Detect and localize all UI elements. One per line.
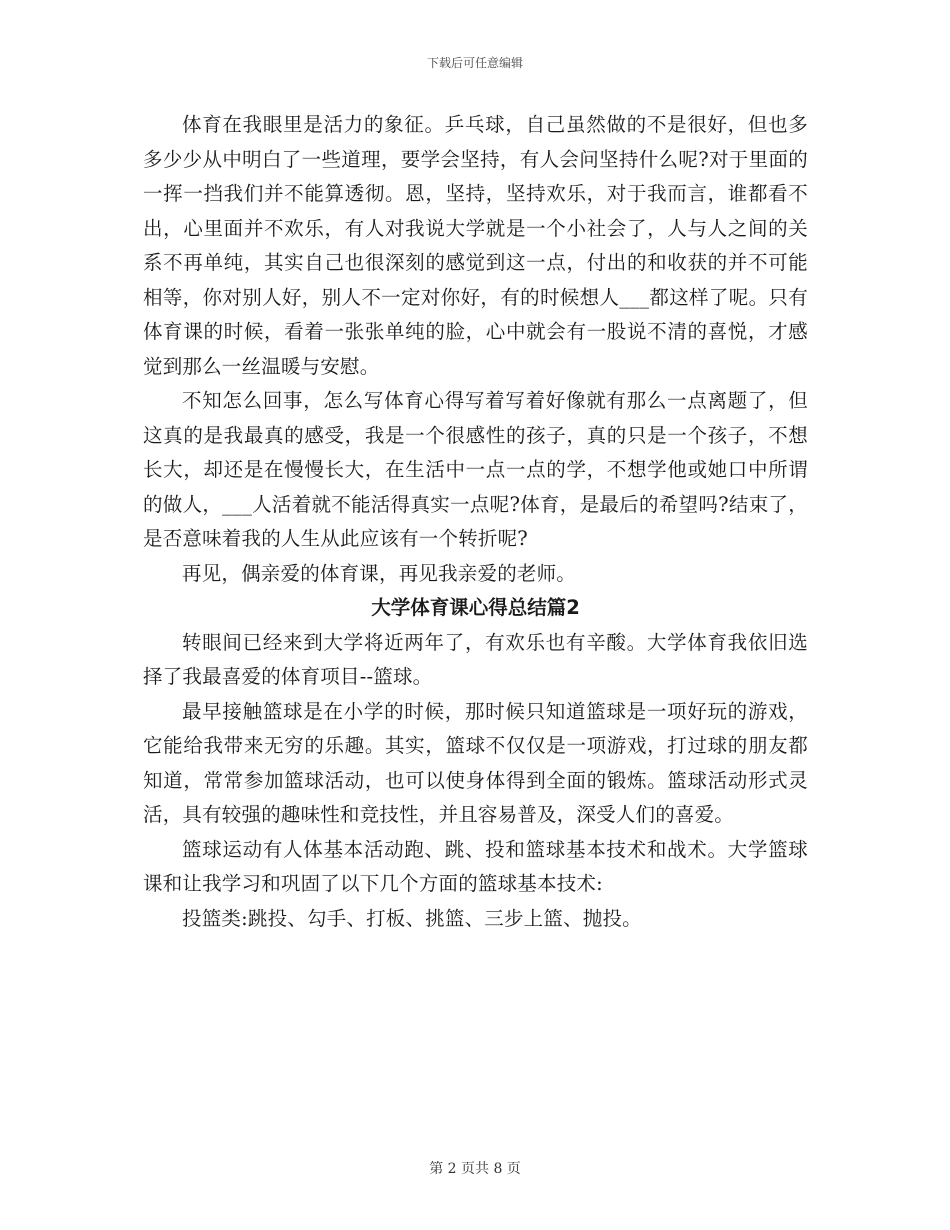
paragraph: 篮球运动有人体基本活动跑、跳、投和篮球基本技术和战术。大学篮球课和让我学习和巩固了以下几个方面的篮球基本技术: <box>143 837 808 895</box>
paragraph: 体育在我眼里是活力的象征。乒乓球，自己虽然做的不是很好，但也多多少少从中明白了一些道理，要学会坚持，有人会问坚持什么呢?对于里面的一挥一挡我们并不能算透彻。恩，坚持，坚持欢乐，对于我而言，谁都看不出，心里面并不欢乐，有人对我说大学就是一个小社会了，人与人之间的关系不再单纯，其实自己也很深刻的感觉到这一点，付出的和收获的并不可能相等，你对别人好，别人不一定对你好，有的时候想人___都这样了呢。只有体育课的时候，看着一张张单纯的脸，心中就会有一股说不清的喜悦，才感觉到那么一丝温暖与安慰。 <box>143 113 808 378</box>
paragraph: 不知怎么回事，怎么写体育心得写着写着好像就有那么一点离题了，但这真的是我最真的感受，我是一个很感性的孩子，真的只是一个孩子，不想长大，却还是在慢慢长大，在生活中一点一点的学，不想学他或她口中所谓的做人，___人活着就不能活得真实一点呢?体育，是最后的希望吗?结束了，是否意味着我的人生从此应该有一个转折呢? <box>143 389 808 550</box>
section-title: 大学体育课心得总结篇2 <box>371 596 580 619</box>
document-body <box>143 108 808 936</box>
page-header: 下载后可任意编辑 <box>426 56 523 70</box>
paragraph: 转眼间已经来到大学将近两年了，有欢乐也有辛酸。大学体育我依旧选择了我最喜爱的体育项目--篮球。 <box>143 630 808 688</box>
paragraph: 再见，偶亲爱的体育课，再见我亲爱的老师。 <box>182 561 577 585</box>
page-footer: 第 2 页共 8 页 <box>429 1161 521 1177</box>
paragraph: 投篮类:跳投、勾手、打板、挑篮、三步上篮、抛投。 <box>182 906 642 930</box>
paragraph: 最早接触篮球是在小学的时候，那时候只知道篮球是一项好玩的游戏，它能给我带来无穷的乐趣。其实，篮球不仅仅是一项游戏，打过球的朋友都知道，常常参加篮球活动，也可以使身体得到全面的锻炼。篮球活动形式灵活，具有较强的趣味性和竞技性，并且容易普及，深受人们的喜爱。 <box>143 699 808 826</box>
